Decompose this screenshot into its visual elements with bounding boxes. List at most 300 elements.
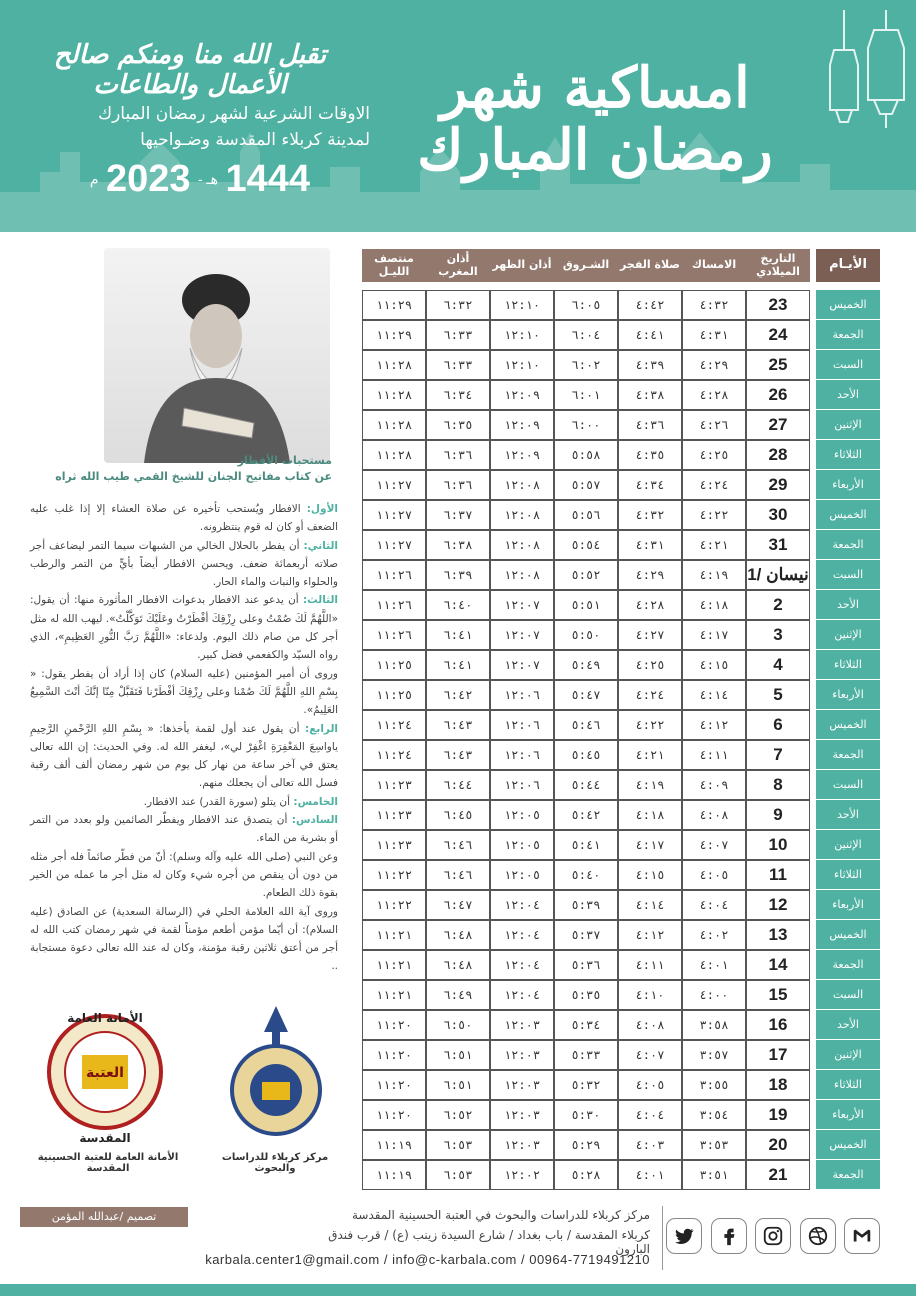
footer-org-name: مركز كربلاء للدراسات والبحوث في العتبة الحسينية المقدسة: [352, 1208, 650, 1222]
cell-maghrib: ٦:٣٩: [426, 560, 490, 590]
cell-sunrise: ٥:٤٢: [554, 800, 618, 830]
cell-maghrib: ٦:٣٧: [426, 500, 490, 530]
year-hijri: 1444: [225, 158, 310, 200]
cell-day: الخميس: [816, 710, 880, 740]
cell-day: السبت: [816, 560, 880, 590]
cell-imsak: ٤:٢١: [682, 530, 746, 560]
cell-midnight: ١١:٢٠: [362, 1100, 426, 1130]
cell-maghrib: ٦:٤٢: [426, 680, 490, 710]
cell-imsak: ٣:٥٣: [682, 1130, 746, 1160]
cell-imsak: ٤:١٨: [682, 590, 746, 620]
cell-sunrise: ٥:٣٩: [554, 890, 618, 920]
cell-imsak: ٤:١٩: [682, 560, 746, 590]
portrait-caption-source: عن كتاب مفاتيح الجنان للشيخ القمي طيب الله ثراه: [55, 470, 332, 483]
cell-sunrise: ٦:٠٠: [554, 410, 618, 440]
cell-date: 23: [746, 290, 810, 320]
cell-sunrise: ٥:٣٥: [554, 980, 618, 1010]
cell-midnight: ١١:٢٠: [362, 1070, 426, 1100]
lanterns-icon: [824, 10, 910, 160]
cell-dhuhr: ١٢:٠٥: [490, 860, 554, 890]
cell-midnight: ١١:٢٢: [362, 890, 426, 920]
logo2-caption: مركز كربلاء للدراسات والبحوث: [221, 1152, 329, 1174]
cell-fajr: ٤:٠٥: [618, 1070, 682, 1100]
cell-midnight: ١١:٢٣: [362, 770, 426, 800]
cell-midnight: ١١:٢٥: [362, 680, 426, 710]
cell-imsak: ٤:٠٩: [682, 770, 746, 800]
cell-sunrise: ٥:٥٨: [554, 440, 618, 470]
cell-fajr: ٤:٢٤: [618, 680, 682, 710]
cell-sunrise: ٥:٥٤: [554, 530, 618, 560]
cell-maghrib: ٦:٥١: [426, 1070, 490, 1100]
cell-sunrise: ٥:٤٧: [554, 680, 618, 710]
table-row: [362, 620, 880, 650]
cell-fajr: ٤:٤٢: [618, 290, 682, 320]
cell-dhuhr: ١٢:٠٤: [490, 980, 554, 1010]
cell-imsak: ٤:٢٥: [682, 440, 746, 470]
table-body: [362, 282, 880, 1190]
cell-day: السبت: [816, 770, 880, 800]
cell-date: 20: [746, 1130, 810, 1160]
table-row: [362, 290, 880, 320]
table-row: [362, 380, 880, 410]
table-row: [362, 890, 880, 920]
cell-fajr: ٤:١٨: [618, 800, 682, 830]
cell-imsak: ٤:٢٢: [682, 500, 746, 530]
paragraph-text: أن يتلو (سورة القدر) عند الافطار.: [143, 795, 294, 808]
cell-day: الأربعاء: [816, 1100, 880, 1130]
cell-sunrise: ٥:٤٦: [554, 710, 618, 740]
cell-day: الأحد: [816, 380, 880, 410]
cell-imsak: ٤:٣٢: [682, 290, 746, 320]
cell-date: 25: [746, 350, 810, 380]
header-sunrise: الشـروق: [554, 249, 618, 282]
cell-sunrise: ٥:٣٧: [554, 920, 618, 950]
gmail-icon: [851, 1225, 873, 1247]
design-credit: تصميم /عبدالله المؤمن: [20, 1207, 188, 1227]
cell-fajr: ٤:٢٢: [618, 710, 682, 740]
cell-date: 21: [746, 1160, 810, 1190]
table-row: [362, 770, 880, 800]
cell-midnight: ١١:٢٨: [362, 410, 426, 440]
cell-maghrib: ٦:٤٨: [426, 950, 490, 980]
cell-date: 9: [746, 800, 810, 830]
paragraph-label: الأول:: [306, 503, 338, 515]
twitter-icon: [673, 1225, 695, 1247]
cell-maghrib: ٦:٥٣: [426, 1160, 490, 1190]
cell-sunrise: ٥:٢٨: [554, 1160, 618, 1190]
cell-day: الخميس: [816, 290, 880, 320]
paragraph-text: الافطار ويُستحب تأخيره عن صلاة العشاء إلا إذا غلب عليه الضعف أو كان له قوم ينتظرونه.: [30, 503, 338, 534]
cell-imsak: ٤:٠٨: [682, 800, 746, 830]
cell-sunrise: ٥:٥٠: [554, 620, 618, 650]
cell-date: 29: [746, 470, 810, 500]
cell-day: الأربعاء: [816, 680, 880, 710]
cell-maghrib: ٦:٥٢: [426, 1100, 490, 1130]
paragraph-label: السادس:: [291, 814, 338, 827]
header-dhuhr: أذان الظهر: [490, 249, 554, 282]
table-row: [362, 800, 880, 830]
cell-day: الأحد: [816, 800, 880, 830]
cell-sunrise: ٥:٥١: [554, 590, 618, 620]
header-maghrib: أذان المغرب: [426, 249, 490, 282]
cell-fajr: ٤:٢١: [618, 740, 682, 770]
cell-dhuhr: ١٢:٠٤: [490, 920, 554, 950]
cell-midnight: ١١:٢٠: [362, 1010, 426, 1040]
cell-dhuhr: ١٢:٠٣: [490, 1100, 554, 1130]
cell-midnight: ١١:٢٠: [362, 1040, 426, 1070]
dribbble-icon: [807, 1225, 829, 1247]
cell-imsak: ٤:٣١: [682, 320, 746, 350]
cell-imsak: ٤:١٥: [682, 650, 746, 680]
cell-midnight: ١١:٢٩: [362, 320, 426, 350]
cell-dhuhr: ١٢:٠٣: [490, 1040, 554, 1070]
cell-date: 19: [746, 1100, 810, 1130]
cell-maghrib: ٦:٣٦: [426, 440, 490, 470]
cell-fajr: ٤:١٤: [618, 890, 682, 920]
karbala-center-logo: [216, 1002, 336, 1142]
cell-midnight: ١١:١٩: [362, 1160, 426, 1190]
cell-midnight: ١١:٢١: [362, 980, 426, 1010]
cell-dhuhr: ١٢:٠٩: [490, 440, 554, 470]
footer-divider: [662, 1206, 663, 1270]
cell-fajr: ٤:٣٦: [618, 410, 682, 440]
facebook-icon: [718, 1225, 740, 1247]
table-row: [362, 350, 880, 380]
cell-dhuhr: ١٢:٠٤: [490, 950, 554, 980]
paragraph: [30, 848, 338, 903]
cell-imsak: ٤:٠٤: [682, 890, 746, 920]
table-row: [362, 1100, 880, 1130]
instagram-icon: [762, 1225, 784, 1247]
cell-dhuhr: ١٢:٠٦: [490, 680, 554, 710]
portrait-drawing: [104, 248, 330, 463]
cell-day: الجمعة: [816, 320, 880, 350]
cell-day: الإثنين: [816, 1040, 880, 1070]
cell-day: الإثنين: [816, 830, 880, 860]
gmail-button[interactable]: [844, 1218, 880, 1254]
cell-dhuhr: ١٢:٠٥: [490, 800, 554, 830]
cell-imsak: ٤:١١: [682, 740, 746, 770]
social-links: [666, 1218, 880, 1258]
subtitle-line2: لمدينة كربلاء المقدسة وضـواحيها: [140, 130, 370, 150]
cell-sunrise: ٥:٣٣: [554, 1040, 618, 1070]
subtitle-line1: الاوقات الشرعية لشهر رمضان المبارك: [98, 104, 370, 124]
cell-midnight: ١١:٢٤: [362, 710, 426, 740]
table-row: [362, 740, 880, 770]
cell-imsak: ٤:٠٢: [682, 920, 746, 950]
cell-midnight: ١١:٢٧: [362, 500, 426, 530]
cell-date: 13: [746, 920, 810, 950]
cell-dhuhr: ١٢:١٠: [490, 290, 554, 320]
paragraph-label: الخامس:: [293, 795, 338, 808]
cell-day: الثلاثاء: [816, 440, 880, 470]
table-row: [362, 830, 880, 860]
bottom-bar: [0, 1284, 916, 1296]
main-title: امساكية شهر رمضان المبارك: [417, 55, 773, 183]
cell-date: 12: [746, 890, 810, 920]
cell-date: 3: [746, 620, 810, 650]
cell-midnight: ١١:٢٦: [362, 560, 426, 590]
prayer-times-table: [362, 249, 880, 1190]
cell-maghrib: ٦:٣٨: [426, 530, 490, 560]
cell-sunrise: ٥:٤٠: [554, 860, 618, 890]
table-row: [362, 950, 880, 980]
paragraph-label: الرابع:: [305, 722, 338, 735]
cell-imsak: ٣:٥٤: [682, 1100, 746, 1130]
paragraph: [30, 793, 338, 811]
table-row: [362, 470, 880, 500]
instagram-button[interactable]: [755, 1218, 791, 1254]
cell-midnight: ١١:٢٦: [362, 590, 426, 620]
cell-date: 6: [746, 710, 810, 740]
table-row: [362, 410, 880, 440]
cell-date: 15: [746, 980, 810, 1010]
cell-fajr: ٤:١١: [618, 950, 682, 980]
footer-contacts[interactable]: karbala.center1@gmail.com / info@c-karbala.com / 00964-7719491210: [205, 1252, 650, 1267]
cell-date: 4: [746, 650, 810, 680]
table-row: [362, 1010, 880, 1040]
cell-dhuhr: ١٢:٠٧: [490, 650, 554, 680]
paragraph: [30, 591, 338, 664]
cell-day: الجمعة: [816, 530, 880, 560]
cell-midnight: ١١:٢٨: [362, 350, 426, 380]
table-row: [362, 980, 880, 1010]
cell-date: 8: [746, 770, 810, 800]
table-row: [362, 1160, 880, 1190]
cell-imsak: ٣:٥٧: [682, 1040, 746, 1070]
cell-dhuhr: ١٢:٠٨: [490, 500, 554, 530]
table-row: [362, 560, 880, 590]
cell-midnight: ١١:٢٣: [362, 800, 426, 830]
header-date: التاريخ الميلادي: [746, 249, 810, 282]
paragraph-text: وروى أن أمير المؤمنين (عليه السلام) كان إذا أراد أن يفطر يقول: « بِسْمِ اللهِ اللَّهُمَّ لَكَ صُمْنا وعلى رِزْقِكَ أفْطَرْنا فَتَقَبَّلْ مِنّا إنَّكَ أنْتَ السَّمِيعُ العَلِيمُ».: [30, 667, 338, 717]
cell-sunrise: ٥:٣٤: [554, 1010, 618, 1040]
table-row: [362, 320, 880, 350]
cell-sunrise: ٥:٤١: [554, 830, 618, 860]
cell-day: الإثنين: [816, 620, 880, 650]
twitter-button[interactable]: [666, 1218, 702, 1254]
cell-fajr: ٤:٣٢: [618, 500, 682, 530]
portrait-caption-title: مستحبات الأفطار: [237, 454, 332, 467]
cell-date: 17: [746, 1040, 810, 1070]
cell-date: 11: [746, 860, 810, 890]
table-row: [362, 590, 880, 620]
cell-sunrise: ٦:٠٤: [554, 320, 618, 350]
paragraph-text: وعن النبي (صلى الله عليه وآله وسلم): أنّ من فطّر صائماً فله أجر مثله من دون أن ينقص من أجره شيء وكان له مثل أجر ما عمله من الخير بقوة ذلك الطعام.: [30, 850, 338, 900]
holy-shrine-logo: [40, 1000, 170, 1150]
paragraph-text: أن يقول عند أول لقمة يأخذها: « بِسْمِ اللهِ الرَّحْمنِ الرَّحِيمِ ياواسِعَ المَغْفِرَةِ اغْفِرْ لي»، ليغفر الله له. وفي الحديث: إن الله تعالى يعتق في آخر ساعة من نهار كل يوم من شهر رمضان ألف ألف رقبة فسل الله تعالى أن يجعلك منهم.: [30, 722, 338, 790]
cell-sunrise: ٦:٠٥: [554, 290, 618, 320]
cell-maghrib: ٦:٤٤: [426, 770, 490, 800]
cell-day: السبت: [816, 980, 880, 1010]
cell-dhuhr: ١٢:٠٩: [490, 410, 554, 440]
year-gregorian: 2023: [105, 158, 191, 200]
cell-fajr: ٤:١٧: [618, 830, 682, 860]
portrait-image: [104, 248, 330, 463]
cell-maghrib: ٦:٤١: [426, 650, 490, 680]
cell-midnight: ١١:٢٩: [362, 290, 426, 320]
cell-fajr: ٤:٠٤: [618, 1100, 682, 1130]
cell-maghrib: ٦:٤٦: [426, 860, 490, 890]
cell-sunrise: ٥:٣٢: [554, 1070, 618, 1100]
cell-midnight: ١١:٢٢: [362, 860, 426, 890]
cell-dhuhr: ١٢:٠٢: [490, 1160, 554, 1190]
cell-dhuhr: ١٢:١٠: [490, 350, 554, 380]
cell-imsak: ٣:٥٨: [682, 1010, 746, 1040]
cell-dhuhr: ١٢:٠٩: [490, 380, 554, 410]
cell-imsak: ٤:١٧: [682, 620, 746, 650]
cell-dhuhr: ١٢:٠٣: [490, 1130, 554, 1160]
cell-fajr: ٤:١٢: [618, 920, 682, 950]
cell-day: الأحد: [816, 1010, 880, 1040]
cell-maghrib: ٦:٤٣: [426, 740, 490, 770]
cell-midnight: ١١:١٩: [362, 1130, 426, 1160]
cell-imsak: ٣:٥١: [682, 1160, 746, 1190]
table-row: [362, 710, 880, 740]
cell-fajr: ٤:٣٩: [618, 350, 682, 380]
cell-sunrise: ٥:٤٩: [554, 650, 618, 680]
cell-maghrib: ٦:٥٣: [426, 1130, 490, 1160]
cell-imsak: ٤:٠٥: [682, 860, 746, 890]
cell-midnight: ١١:٢١: [362, 920, 426, 950]
cell-day: الأربعاء: [816, 470, 880, 500]
cell-dhuhr: ١٢:٠٧: [490, 620, 554, 650]
logo1-ring-text: الأمانة العامة: [67, 1011, 143, 1025]
cell-imsak: ٣:٥٥: [682, 1070, 746, 1100]
cell-midnight: ١١:٢٨: [362, 380, 426, 410]
cell-maghrib: ٦:٤٧: [426, 890, 490, 920]
cell-fajr: ٤:٣٥: [618, 440, 682, 470]
paragraph: [30, 811, 338, 848]
cell-date: 5: [746, 680, 810, 710]
cell-midnight: ١١:٢٧: [362, 470, 426, 500]
cell-imsak: ٤:٠٠: [682, 980, 746, 1010]
logo1-caption: الأمانة العامة للعتبة الحسينية المقدسة: [37, 1152, 179, 1174]
header-days: الأيـام: [816, 249, 880, 282]
cell-day: الخميس: [816, 1130, 880, 1160]
cell-day: الخميس: [816, 920, 880, 950]
paragraph-text: أن يفطر بالحلال الخالي من الشبهات سيما التمر ليضاعف أجر صلاته أربعمائة ضعف. ويحسن الافطار أيضاً بأيٍّ من التمر والرطب والحلواء والنبات والماء الحار.: [30, 539, 338, 589]
cell-day: السبت: [816, 350, 880, 380]
cell-day: الجمعة: [816, 950, 880, 980]
table-row: [362, 1040, 880, 1070]
blessing-calligraphy: تقبل الله منا ومنكم صالح الأعمال والطاعات: [53, 40, 327, 100]
cell-sunrise: ٥:٥٧: [554, 470, 618, 500]
cell-dhuhr: ١٢:٠٨: [490, 560, 554, 590]
cell-midnight: ١١:٢٧: [362, 530, 426, 560]
cell-date: 14: [746, 950, 810, 980]
cell-day: الخميس: [816, 500, 880, 530]
cell-fajr: ٤:٢٩: [618, 560, 682, 590]
cell-date: 2: [746, 590, 810, 620]
table-row: [362, 1130, 880, 1160]
cell-maghrib: ٦:٣٣: [426, 350, 490, 380]
cell-date: 1/ نيسان: [746, 560, 810, 590]
cell-dhuhr: ١٢:٠٦: [490, 710, 554, 740]
cell-maghrib: ٦:٣٢: [426, 290, 490, 320]
cell-date: 28: [746, 440, 810, 470]
cell-dhuhr: ١٢:٠٣: [490, 1010, 554, 1040]
paragraph: [30, 500, 338, 537]
paragraph-text: أن يدعو عند الافطار بدعوات الافطار المأثورة منها: أن يقول: «اللَّهُمَّ لَكَ صُمْتُ وعلى رِزْقِكَ أفْطَرْتُ وعَلَيْكَ تَوَكَّلْتُ». ليهب الله له مثل أجر كل من صام ذلك اليوم. ولدعاء: «اللَّهُمَّ رَبَّ النُّورِ العَظِيمِ»، الذي رواه السيّد والكفعمي فضل كبير.: [30, 594, 338, 662]
cell-day: الجمعة: [816, 740, 880, 770]
cell-midnight: ١١:٢٦: [362, 620, 426, 650]
cell-date: 30: [746, 500, 810, 530]
year-gregorian-suffix: م: [89, 171, 99, 187]
cell-fajr: ٤:٢٥: [618, 650, 682, 680]
cell-maghrib: ٦:٤٣: [426, 710, 490, 740]
cell-maghrib: ٦:٣٥: [426, 410, 490, 440]
header-midnight: منتصف الليـل: [362, 249, 426, 282]
cell-date: 7: [746, 740, 810, 770]
paragraph: [30, 903, 338, 976]
table-header-row: [362, 249, 880, 282]
year-hijri-suffix: هـ -: [197, 171, 218, 187]
cell-maghrib: ٦:٤٦: [426, 830, 490, 860]
cell-fajr: ٤:١٥: [618, 860, 682, 890]
cell-maghrib: ٦:٤١: [426, 620, 490, 650]
cell-maghrib: ٦:٤٠: [426, 590, 490, 620]
cell-dhuhr: ١٢:٠٦: [490, 740, 554, 770]
cell-date: 26: [746, 380, 810, 410]
cell-imsak: ٤:٠٧: [682, 830, 746, 860]
paragraph-text: وروى آية الله العلامة الحلي في (الرسالة السعدية) عن الصادق (عليه السلام): أن أيّما مؤمن أطعم مؤمناً لقمة في شهر رمضان كتب الله له أجر من أعتق ثلاثين رقبة مؤمنة، وكان له عند الله تعالى دعوة مستجابة ..: [30, 905, 338, 973]
cell-sunrise: ٥:٢٩: [554, 1130, 618, 1160]
cell-fajr: ٤:٠١: [618, 1160, 682, 1190]
cell-maghrib: ٦:٤٨: [426, 920, 490, 950]
paragraph-text: أن يتصدق عند الافطار ويفطّر الصائمين ولو بعدد من التمر أو بشربة من الماء.: [30, 814, 338, 845]
dribbble-button[interactable]: [800, 1218, 836, 1254]
cell-dhuhr: ١٢:٠٣: [490, 1070, 554, 1100]
cell-fajr: ٤:٠٣: [618, 1130, 682, 1160]
cell-maghrib: ٦:٣٣: [426, 320, 490, 350]
cell-fajr: ٤:٠٨: [618, 1010, 682, 1040]
table-row: [362, 860, 880, 890]
table-row: [362, 440, 880, 470]
table-row: [362, 500, 880, 530]
cell-day: الثلاثاء: [816, 650, 880, 680]
cell-maghrib: ٦:٤٩: [426, 980, 490, 1010]
cell-sunrise: ٦:٠٢: [554, 350, 618, 380]
cell-fajr: ٤:٢٧: [618, 620, 682, 650]
cell-dhuhr: ١٢:٠٤: [490, 890, 554, 920]
cell-sunrise: ٥:٥٢: [554, 560, 618, 590]
cell-day: الثلاثاء: [816, 1070, 880, 1100]
cell-imsak: ٤:١٢: [682, 710, 746, 740]
cell-midnight: ١١:٢٨: [362, 440, 426, 470]
cell-fajr: ٤:٣١: [618, 530, 682, 560]
cell-imsak: ٤:٠١: [682, 950, 746, 980]
cell-sunrise: ٥:٣٠: [554, 1100, 618, 1130]
facebook-button[interactable]: [711, 1218, 747, 1254]
cell-dhuhr: ١٢:٠٦: [490, 770, 554, 800]
table-row: [362, 1070, 880, 1100]
cell-sunrise: ٥:٤٤: [554, 770, 618, 800]
cell-date: 27: [746, 410, 810, 440]
cell-midnight: ١١:٢١: [362, 950, 426, 980]
cell-date: 10: [746, 830, 810, 860]
footer-address: كربلاء المقدسة / باب بغداد / شارع السيدة زينب (ع) / قرب فندق البارون: [328, 1228, 650, 1256]
cell-sunrise: ٦:٠١: [554, 380, 618, 410]
cell-day: الثلاثاء: [816, 860, 880, 890]
paragraph-label: الثالث:: [302, 594, 338, 607]
cell-dhuhr: ١٢:١٠: [490, 320, 554, 350]
cell-fajr: ٤:٣٨: [618, 380, 682, 410]
cell-day: الأحد: [816, 590, 880, 620]
cell-fajr: ٤:٣٤: [618, 470, 682, 500]
cell-day: الإثنين: [816, 410, 880, 440]
header-fajr: صلاة الفجر: [618, 249, 682, 282]
